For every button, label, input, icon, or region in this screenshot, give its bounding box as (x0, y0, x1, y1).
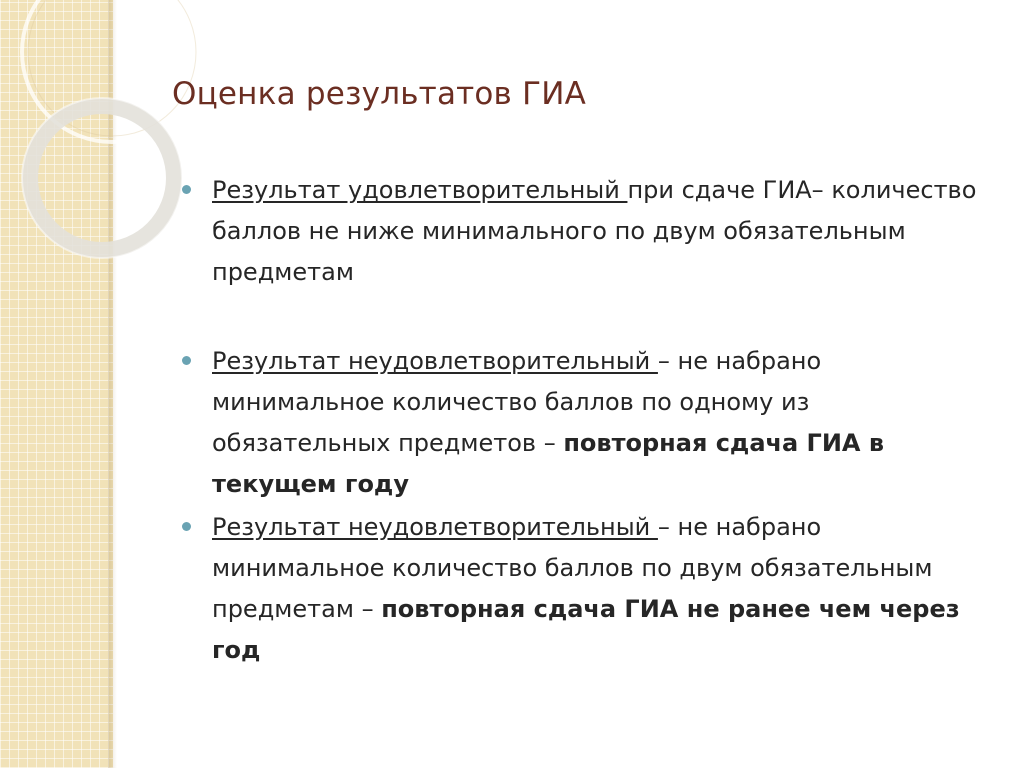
bullet-lead: Результат удовлетворительный (212, 176, 628, 204)
bullet-emphasis: повторная сдача ГИА не ранее чем через год (212, 595, 960, 664)
bullet-item-unsatisfactory-one-subject (182, 341, 992, 505)
bullet-item-satisfactory (182, 170, 992, 293)
bullet-list (182, 170, 992, 671)
bullet-dot-icon (182, 522, 191, 531)
bullet-emphasis: повторная сдача ГИА в текущем году (212, 429, 885, 498)
slide-title: Оценка результатов ГИА (172, 76, 586, 112)
bullet-item-unsatisfactory-two-subjects (182, 507, 992, 671)
bullet-text: – не набрано минимальное количество баллов по двум обязательным предметам – (212, 513, 933, 623)
bullet-text: при сдаче ГИА– количество баллов не ниже минимального по двум обязательным предметам (212, 176, 977, 286)
bullet-dot-icon (182, 356, 191, 365)
bullet-dot-icon (182, 185, 191, 194)
bullet-lead: Результат неудовлетворительный (212, 513, 658, 541)
bullet-text: – не набрано минимальное количество баллов по одному из обязательных предметов – (212, 347, 822, 457)
bullet-lead: Результат неудовлетворительный (212, 347, 658, 375)
decorative-circles-icon (0, 0, 200, 260)
